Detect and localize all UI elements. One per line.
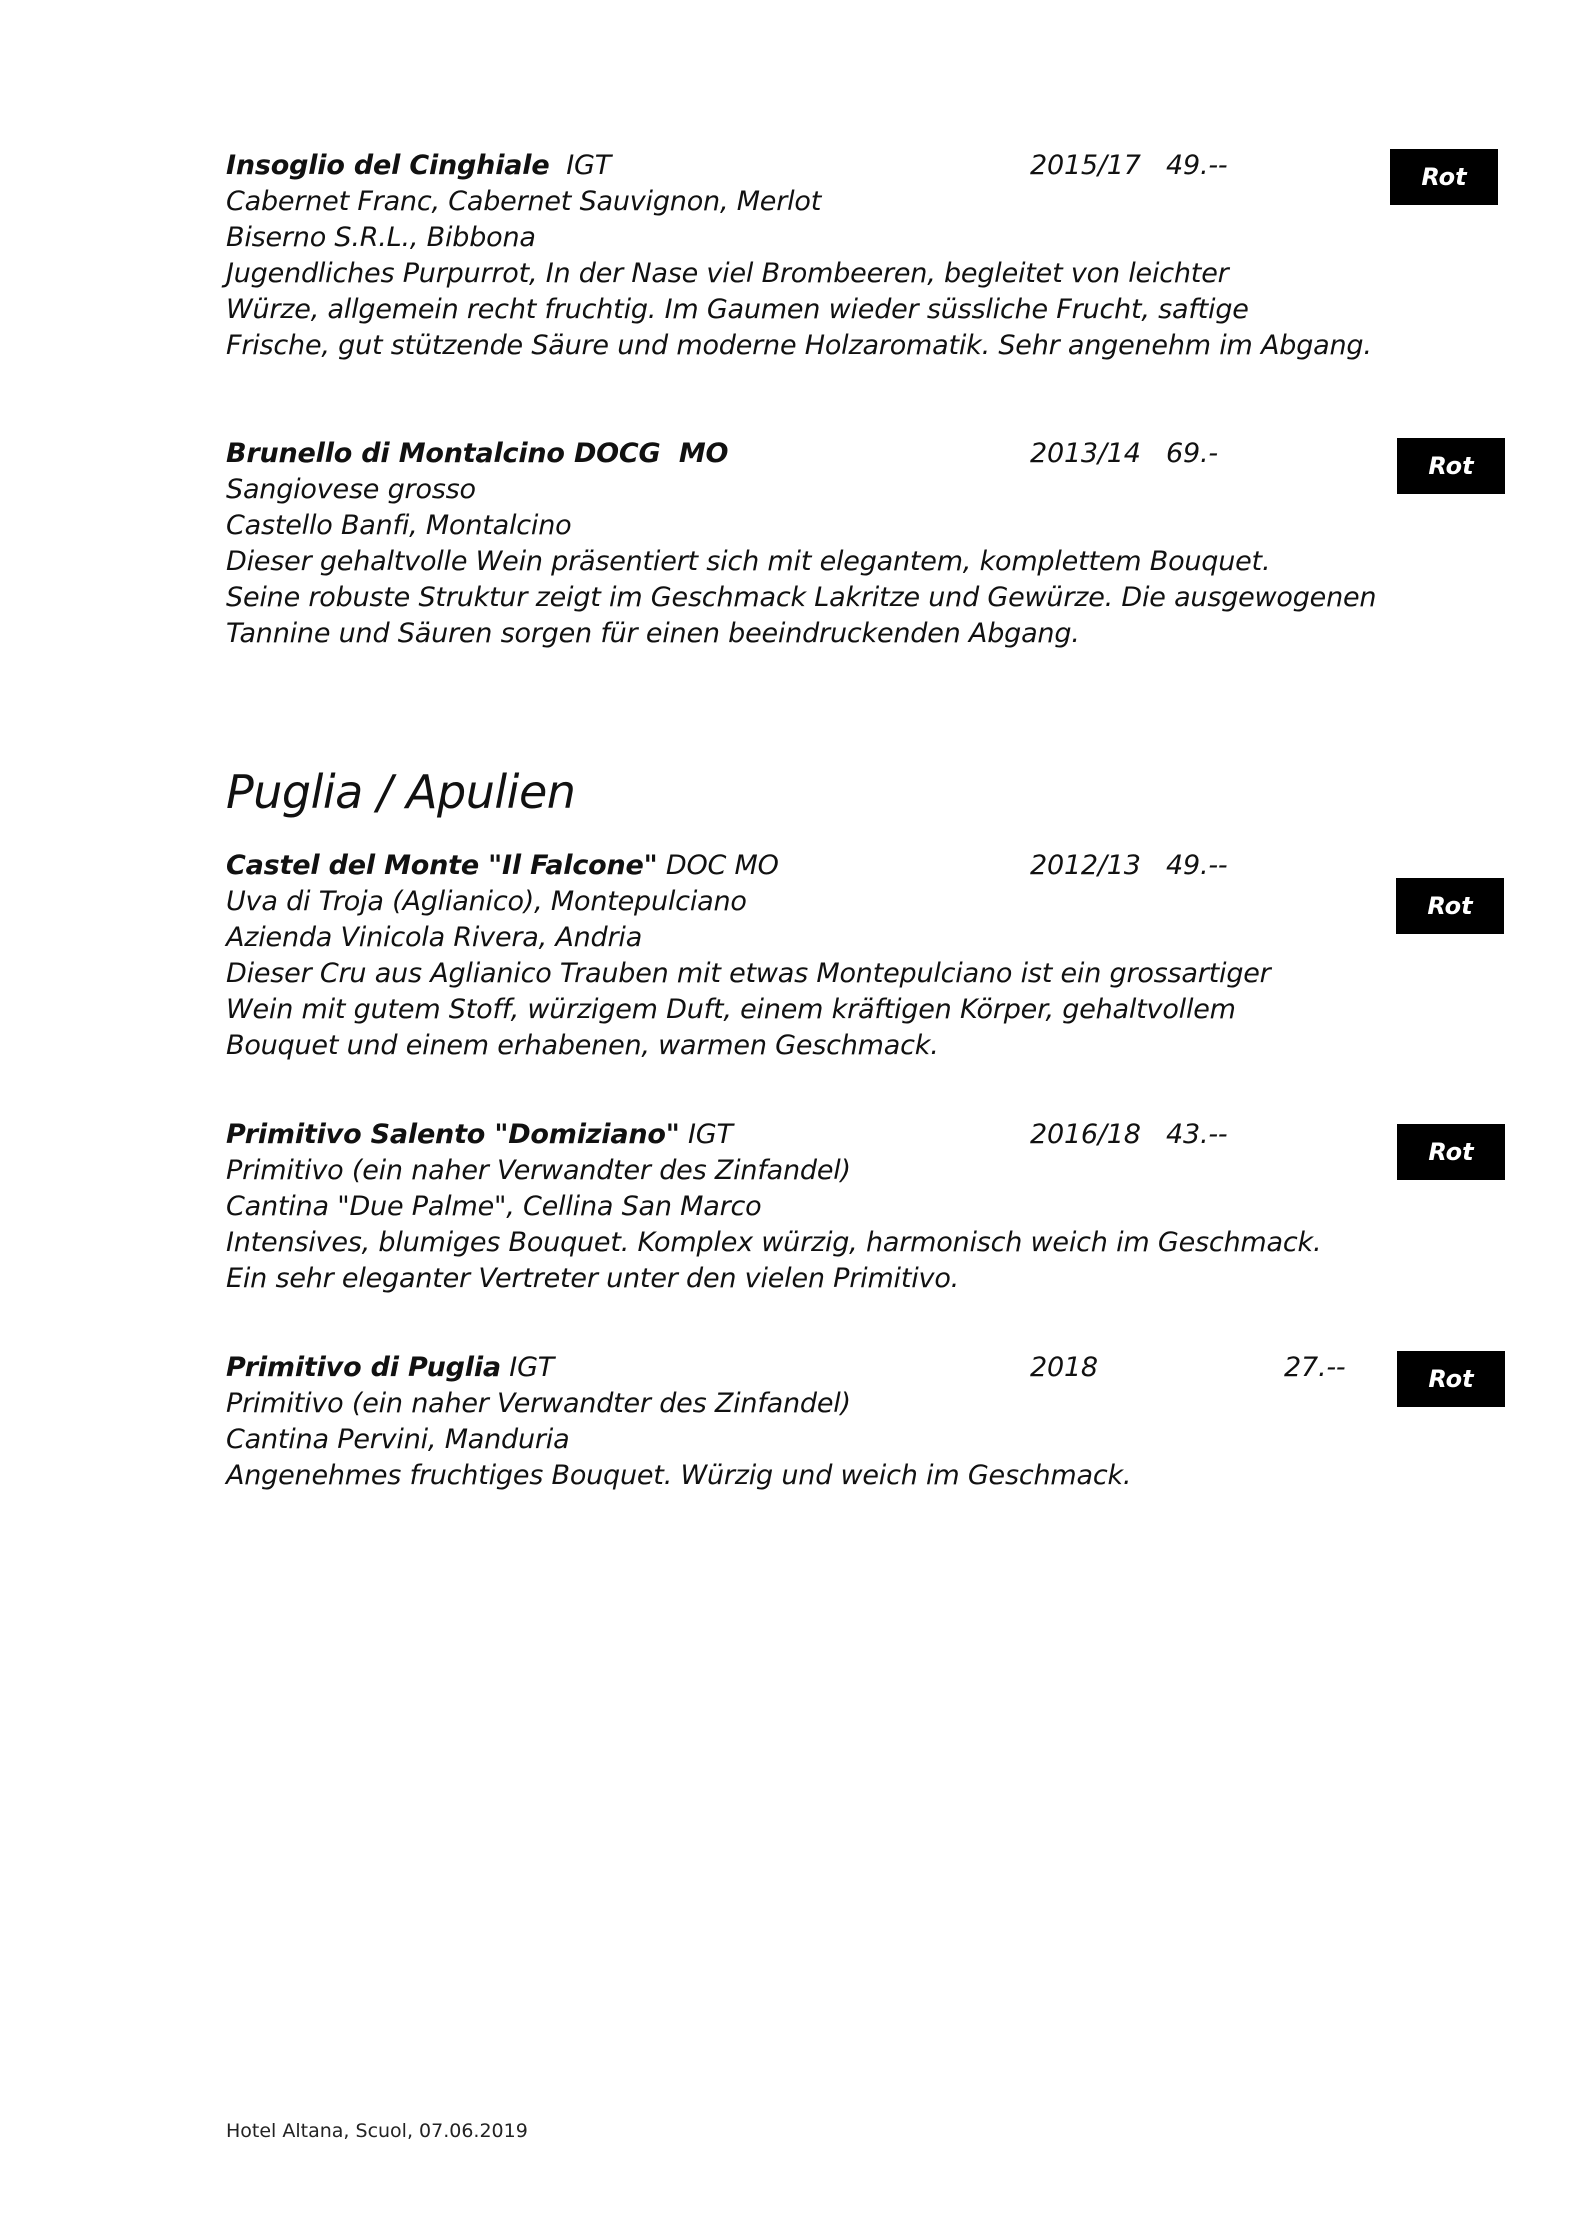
wine-grapes: Primitivo (ein naher Verwandter des Zinfandel)	[226, 1388, 851, 1419]
wine-grapes: Primitivo (ein naher Verwandter des Zinfandel)	[226, 1155, 851, 1186]
wine-type-badge: Rot	[1397, 1351, 1505, 1407]
wine-vintage: 2015/17	[1030, 150, 1141, 181]
wine-name-bold: Insoglio del Cinghiale	[226, 150, 550, 181]
wine-producer: Cantina "Due Palme", Cellina San Marco	[226, 1191, 762, 1222]
wine-price: 27.--	[1284, 1352, 1346, 1383]
wine-appellation: IGT	[549, 150, 611, 181]
wine-price: 49.--	[1166, 150, 1228, 181]
wine-name	[226, 148, 611, 184]
wine-title-row	[226, 148, 1506, 184]
wine-description-line: Bouquet und einem erhabenen, warmen Geschmack.	[226, 1030, 939, 1061]
wine-vintage: 2013/14	[1030, 438, 1141, 469]
page-footer: Hotel Altana, Scuol, 07.06.2019	[226, 2120, 528, 2142]
wine-description-line: Würze, allgemein recht fruchtig. Im Gaumen wieder süssliche Frucht, saftige	[226, 294, 1249, 325]
wine-producer: Biserno S.R.L., Bibbona	[226, 222, 536, 253]
wine-appellation: DOC MO	[657, 850, 779, 881]
wine-entry	[226, 1350, 1506, 1494]
wine-description-line: Dieser Cru aus Aglianico Trauben mit etwas Montepulciano ist ein grossartiger	[226, 958, 1271, 989]
wine-name	[226, 436, 728, 472]
section-heading: Puglia / Apulien	[226, 765, 576, 819]
wine-type-badge: Rot	[1397, 438, 1505, 494]
wine-grapes: Sangiovese grosso	[226, 474, 476, 505]
wine-entry	[226, 848, 1506, 1064]
wine-entry	[226, 1117, 1506, 1297]
wine-price: 49.--	[1166, 850, 1228, 881]
wine-description-line: Angenehmes fruchtiges Bouquet. Würzig und weich im Geschmack.	[226, 1460, 1132, 1491]
wine-description-line: Tannine und Säuren sorgen für einen beeindruckenden Abgang.	[226, 618, 1080, 649]
wine-description-line: Intensives, blumiges Bouquet. Komplex würzig, harmonisch weich im Geschmack.	[226, 1227, 1322, 1258]
wine-appellation: IGT	[679, 1119, 733, 1150]
wine-entry	[226, 436, 1506, 652]
wine-entry	[226, 148, 1506, 364]
wine-title-row	[226, 1117, 1506, 1153]
wine-description-line: Ein sehr eleganter Vertreter unter den vielen Primitivo.	[226, 1263, 960, 1294]
wine-name	[226, 848, 779, 884]
wine-grapes: Uva di Troja (Aglianico), Montepulciano	[226, 886, 747, 917]
wine-description-line: Frische, gut stützende Säure und moderne Holzaromatik. Sehr angenehm im Abgang.	[226, 330, 1372, 361]
wine-type-badge: Rot	[1390, 149, 1498, 205]
wine-name-bold: Brunello di Montalcino DOCG MO	[226, 438, 729, 469]
wine-vintage: 2012/13	[1030, 850, 1141, 881]
wine-name	[226, 1350, 554, 1386]
wine-grapes: Cabernet Franc, Cabernet Sauvignon, Merlot	[226, 186, 822, 217]
wine-appellation: IGT	[500, 1352, 555, 1383]
wine-type-badge: Rot	[1397, 1124, 1505, 1180]
wine-type-badge: Rot	[1396, 878, 1504, 934]
wine-vintage: 2016/18	[1030, 1119, 1141, 1150]
wine-name-bold: Castel del Monte "Il Falcone"	[226, 850, 658, 881]
wine-title-row	[226, 1350, 1506, 1386]
wine-vintage: 2018	[1030, 1352, 1098, 1383]
wine-title-row	[226, 848, 1506, 884]
wine-producer: Cantina Pervini, Manduria	[226, 1424, 570, 1455]
wine-name	[226, 1117, 733, 1153]
wine-description-line: Dieser gehaltvolle Wein präsentiert sich mit elegantem, komplettem Bouquet.	[226, 546, 1271, 577]
wine-producer: Azienda Vinicola Rivera, Andria	[226, 922, 643, 953]
wine-name-bold: Primitivo di Puglia	[226, 1352, 501, 1383]
wine-description-line: Jugendliches Purpurrot, In der Nase viel Brombeeren, begleitet von leichter	[226, 258, 1229, 289]
wine-description-line: Seine robuste Struktur zeigt im Geschmack Lakritze und Gewürze. Die ausgewogenen	[226, 582, 1377, 613]
wine-price: 43.--	[1166, 1119, 1228, 1150]
wine-title-row	[226, 436, 1506, 472]
wine-name-bold: Primitivo Salento "Domiziano"	[226, 1119, 680, 1150]
wine-producer: Castello Banfi, Montalcino	[226, 510, 572, 541]
wine-description-line: Wein mit gutem Stoff, würzigem Duft, einem kräftigen Körper, gehaltvollem	[226, 994, 1236, 1025]
wine-price: 69.-	[1166, 438, 1218, 469]
